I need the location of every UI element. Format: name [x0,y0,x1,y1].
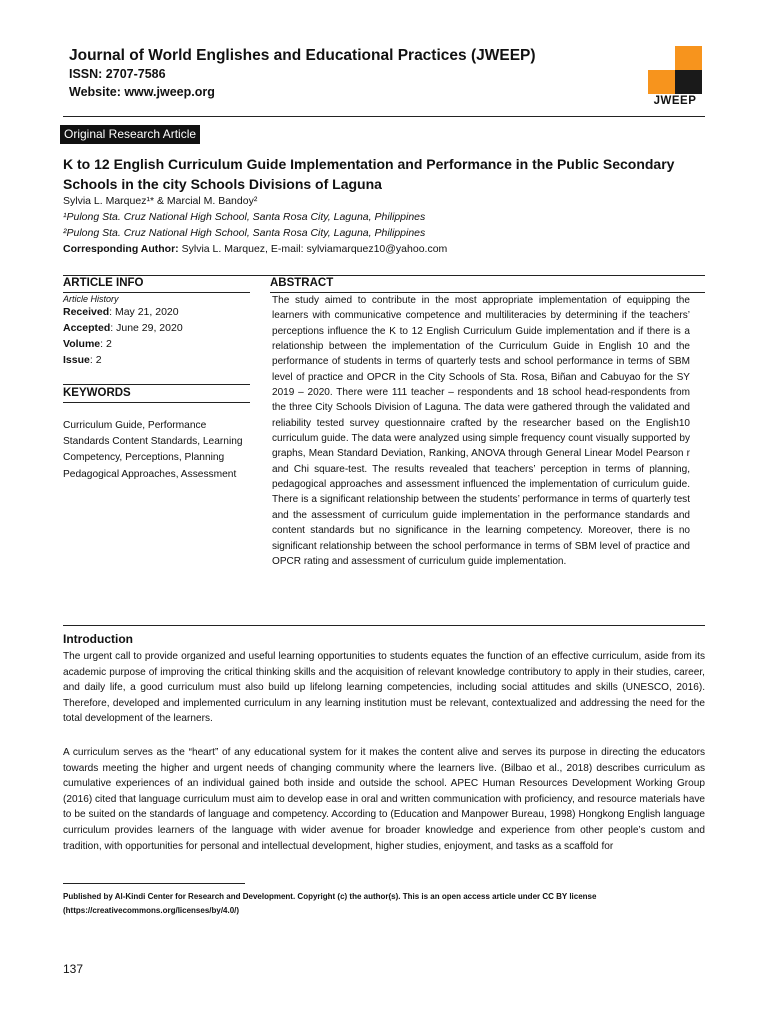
affiliation-2: ²Pulong Sta. Cruz National High School, Santa Rosa City, Laguna, Philippines [63,227,426,239]
article-info-bottom-rule [63,625,705,626]
journal-website: Website: www.jweep.org [69,85,215,99]
accepted-value: : June 29, 2020 [110,322,183,334]
issue-value: : 2 [89,354,102,366]
abstract-text: The study aimed to contribute in the most appropriate implementation of equipping the learners with communicative competence and multiliteracies by determining if the teachers’ perceptions influence the K to 12 English Curriculum Guide implementation and if there is a relationship between the implementation of the Curriculum Guide in English 10 and the performance of students in terms of quarterly tests and school performance in terms of SBM level of practice and OPCR in the City Schools of Sta. Rosa, Biñan and Cabuyao for the SY 2019 – 2020. There were 111 teacher – respondents and 18 school head-respondents from the three City Schools Division of Laguna. The data were gathered through the validated and reliability tested survey questionnaire crafted by the researcher based on the English10 curriculum guide. The data were analyzed using simple frequency count visually supported by graphs, Mean Standard Deviation, Ranking, ANOVA through General Linear Model Pearson r and Chi square-test. The results revealed that teachers’ perception in terms of planning, pedagogical approaches and assessment influenced the implementation of curriculum guide. There is a significant relationship between the students’ performance in terms of quarterly test and the assessment of curriculum guide implementation in the performance standards and content standards but no significance in the learning competency. Moreover, there is no significant relationship between the school performance in terms of SBM level of practice and OPCR rating and assessment of curriculum guide implementation. [272,295,690,567]
article-info-top-rule [63,275,705,276]
article-info-heading-rule [63,292,250,293]
abstract-heading: ABSTRACT [270,277,334,289]
received-label: Received [63,306,110,318]
logo-cell-black [675,70,702,94]
affiliation-1: ¹Pulong Sta. Cruz National High School, Santa Rosa City, Laguna, Philippines [63,211,426,223]
logo-text: JWEEP [653,95,697,107]
corresponding-label: Corresponding Author: [63,243,179,255]
volume-value: : 2 [100,338,112,350]
accepted-date [63,322,183,334]
keywords-heading: KEYWORDS [63,387,131,399]
volume [63,338,112,350]
license-footnote: Published by Al-Kindi Center for Research and Development. Copyright (c) the author(s). This is an open access article under CC BY license (https://creativecommons.org/licenses/by/4.0/) [63,892,597,915]
journal-issn: ISSN: 2707-7586 [69,67,166,81]
paper-title: K to 12 English Curriculum Guide Implementation and Performance in the Public Secondary Schools in the city Schools Divisions of Laguna [63,156,675,192]
logo-cell-orange-bottom [648,70,675,94]
corresponding-author [63,243,447,255]
article-type-badge: Original Research Article [60,125,200,144]
issue-label: Issue [63,354,90,366]
corresponding-value: Sylvia L. Marquez, E-mail: sylviamarquez10@yahoo.com [178,243,448,255]
accepted-label: Accepted [63,322,111,334]
jweep-logo [648,46,702,94]
introduction-paragraph: A curriculum serves as the “heart” of any educational system for it makes the content alive and serves its purpose in directing the educators towards meeting the higher and urgent needs of changing community where the learners live. (Bilbao et al., 2018) describes curriculum as cumulative experiences of an individual gained both inside and outside the school. APEC Human Resources Development Working Group (2016) cited that language curriculum must aim to develop ease in oral and written communication with proficiency, and resource materials have to be suited on the standards of language and competency. According to (Education and Manpower Bureau, 1998) Hongkong English language curriculum provides learners of the language with wider avenue for broader knowledge and experience from other people’s custom and tradition, with opportunities for personal and intellectual development, higher studies, enjoyment, and tasks as a scaffold for [63,747,705,852]
issue [63,354,102,366]
logo-cell-orange-top [675,46,702,70]
footnote-rule [63,883,245,884]
introduction-paragraph: The urgent call to provide organized and useful learning opportunities to students equates the function of an effective curriculum, aside from its academic purpose of improving the critical thinking skills and the acquisition of relevant knowledge contributory to apply in their studies, career, and daily life, a good curriculum must also build up lifelong learning competencies, including social attitudes and skills (UNESCO, 2016). Therefore, developed and implemented curriculum in any learning institution must be relevant, contextualized and addressing the need for the total development of the learners. [63,651,705,725]
article-history-label: Article History [63,294,119,304]
keywords-heading-rule [63,402,250,403]
journal-title: Journal of World Englishes and Educational Practices (JWEEP) [69,47,536,64]
authors: Sylvia L. Marquez¹* & Marcial M. Bandoy² [63,195,258,207]
logo-cell-white [648,46,675,70]
keywords-text: Curriculum Guide, Performance Standards Content Standards, Learning Competency, Perceptions, Planning Pedagogical Approaches, Assessment [63,420,243,480]
received-date [63,306,179,318]
introduction-heading: Introduction [63,632,133,646]
article-info-heading: ARTICLE INFO [63,277,144,289]
page-number: 137 [63,962,84,976]
keywords-top-rule [63,384,250,385]
volume-label: Volume [63,338,101,350]
header-divider [63,116,705,117]
received-value: : May 21, 2020 [109,306,179,318]
